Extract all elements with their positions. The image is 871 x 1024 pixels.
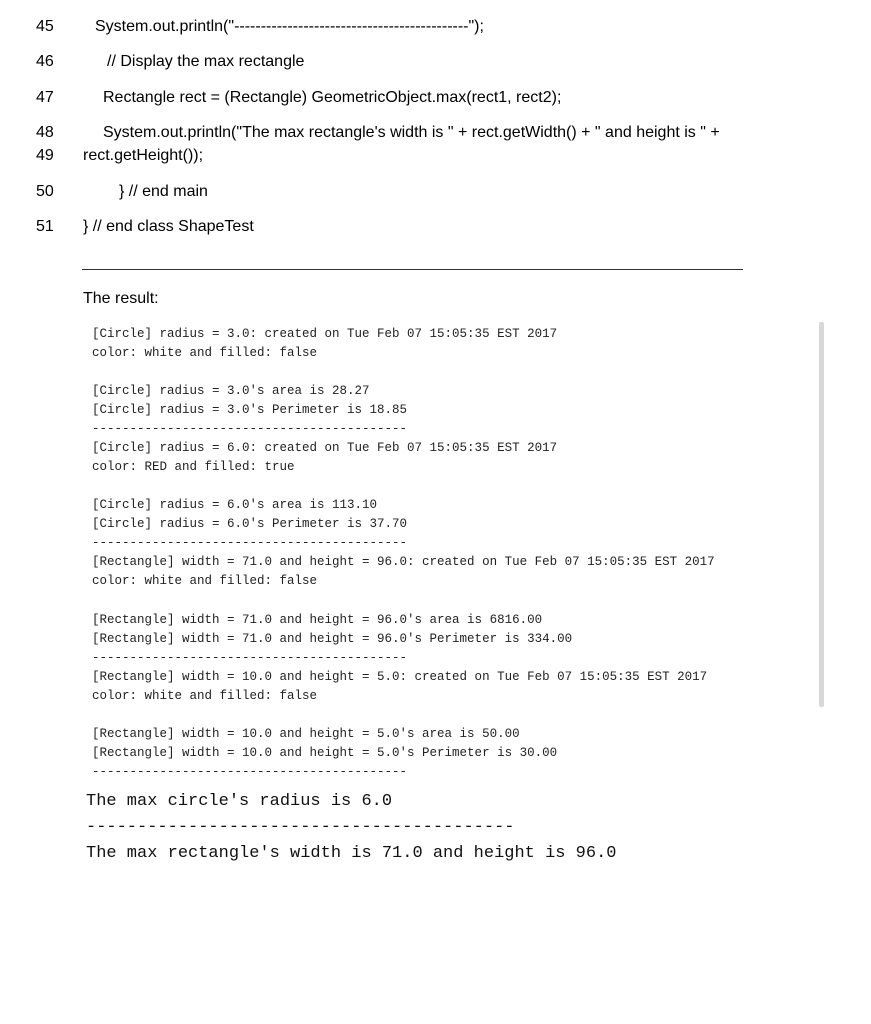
line-number: 47	[36, 89, 54, 106]
line-number: 48	[36, 124, 54, 141]
code-text: } // end main	[119, 183, 208, 200]
console-line: [Rectangle] width = 71.0 and height = 96.0: created on Tue Feb 07 15:05:35 EST 2017	[92, 555, 715, 569]
console-scrollbar[interactable]	[819, 322, 824, 707]
max-rectangle-output: The max rectangle's width is 71.0 and height is 96.0	[86, 844, 617, 863]
code-line-48	[0, 122, 871, 144]
console-line: [Rectangle] width = 71.0 and height = 96.0's Perimeter is 334.00	[92, 632, 573, 646]
console-line: [Circle] radius = 6.0: created on Tue Feb 07 15:05:35 EST 2017	[92, 441, 558, 455]
code-line-49	[0, 145, 871, 167]
horizontal-rule	[82, 269, 743, 270]
code-text: rect.getHeight());	[83, 147, 204, 164]
result-heading: The result:	[83, 290, 159, 307]
console-separator: ------------------------------------------	[92, 536, 408, 550]
code-text: System.out.println("The max rectangle's width is " + rect.getWidth() + " and height is " +	[103, 124, 720, 141]
console-line: color: white and filled: false	[92, 346, 318, 360]
console-separator: ------------------------------------------	[92, 651, 408, 665]
line-number: 51	[36, 218, 54, 235]
console-line: [Rectangle] width = 71.0 and height = 96.0's area is 6816.00	[92, 613, 543, 627]
code-text: Rectangle rect = (Rectangle) GeometricObject.max(rect1, rect2);	[103, 89, 562, 106]
line-number: 50	[36, 183, 54, 200]
console-line: [Circle] radius = 6.0's area is 113.10	[92, 498, 378, 512]
console-line: [Rectangle] width = 10.0 and height = 5.0's area is 50.00	[92, 727, 520, 741]
console-line: [Rectangle] width = 10.0 and height = 5.0's Perimeter is 30.00	[92, 746, 558, 760]
code-line-47	[0, 87, 871, 109]
console-output	[84, 322, 824, 784]
code-text: // Display the max rectangle	[107, 53, 305, 70]
max-circle-output: The max circle's radius is 6.0	[86, 792, 393, 811]
console-line: color: RED and filled: true	[92, 460, 295, 474]
console-line: [Circle] radius = 3.0's area is 28.27	[92, 384, 370, 398]
console-separator: ------------------------------------------	[92, 765, 408, 779]
console-line: color: white and filled: false	[92, 689, 318, 703]
code-text: } // end class ShapeTest	[83, 218, 254, 235]
console-separator: ------------------------------------------	[92, 422, 408, 436]
code-line-50	[0, 181, 871, 203]
line-number: 49	[36, 147, 54, 164]
output-separator: ------------------------------------------	[86, 818, 515, 837]
console-line: [Circle] radius = 3.0: created on Tue Feb 07 15:05:35 EST 2017	[92, 327, 558, 341]
console-line: [Rectangle] width = 10.0 and height = 5.0: created on Tue Feb 07 15:05:35 EST 2017	[92, 670, 708, 684]
console-line: [Circle] radius = 6.0's Perimeter is 37.70	[92, 517, 408, 531]
code-line-51	[0, 216, 871, 238]
code-text: System.out.println("--------------------------------------------");	[95, 18, 484, 35]
console-line: color: white and filled: false	[92, 574, 318, 588]
line-number: 46	[36, 53, 54, 70]
console-line: [Circle] radius = 3.0's Perimeter is 18.85	[92, 403, 408, 417]
code-line-45	[0, 16, 871, 38]
line-number: 45	[36, 18, 54, 35]
code-line-46	[0, 51, 871, 73]
